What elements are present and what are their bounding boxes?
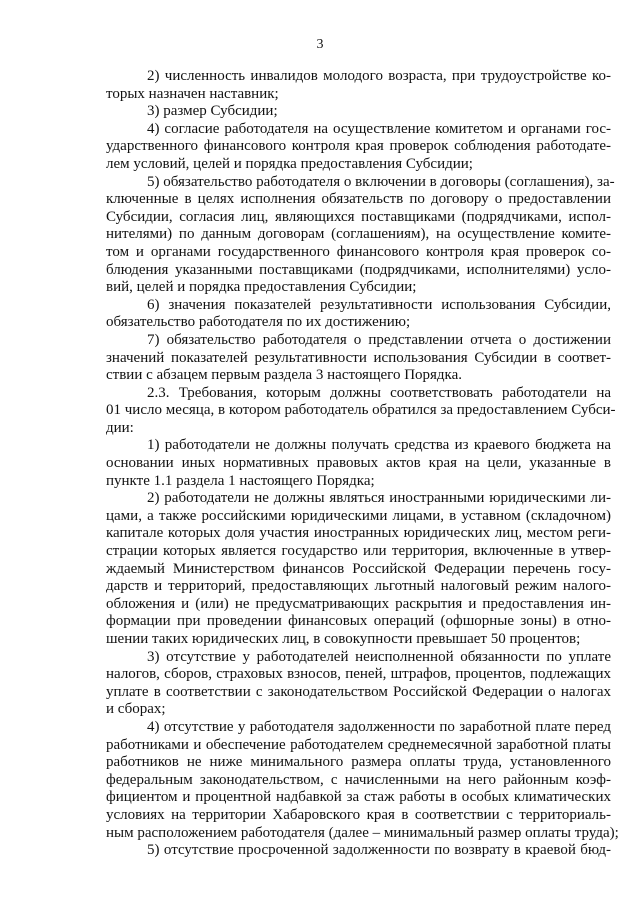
paragraph xyxy=(106,297,611,332)
paragraph-line: цами, а также российскими юридическими лицами, в уставном (складочном) xyxy=(106,507,611,524)
paragraph-line: шении таких юридических лиц, в совокупности превышает 50 процентов; xyxy=(106,631,581,647)
paragraph-line: 2) численность инвалидов молодого возраста, при трудоустройстве ко- xyxy=(147,68,611,84)
paragraph-line: уплате в соответствии с законодательством Российской Федерации о налогах xyxy=(106,683,611,700)
paragraph-line: 3) размер Субсидии; xyxy=(147,103,278,120)
paragraph xyxy=(106,384,616,438)
paragraph xyxy=(106,437,611,490)
paragraph-line: ударственного финансового контроля края проверок соблюдения работодате- xyxy=(106,138,611,155)
paragraph-line: налогов, сборов, страховых взносов, пеней, штрафов, процентов, подлежащих xyxy=(106,666,611,683)
paragraph xyxy=(106,490,611,648)
paragraph xyxy=(106,68,611,103)
paragraph-line: 7) обязательство работодателя о представлении отчета о достижении xyxy=(147,331,611,348)
paragraph xyxy=(106,649,611,719)
paragraph-line: формации при проведении финансовых операций (офшорные зоны) в отно- xyxy=(106,613,611,630)
paragraph-line: 01 число месяца, в котором работодатель обратился за предоставлением Субси- xyxy=(106,402,616,419)
paragraph-line: 5) отсутствие просроченной задолженности по возврату в краевой бюд- xyxy=(147,842,611,859)
paragraph-line: работниками и обеспечение работодателем среднемесячной заработной платы xyxy=(106,736,611,753)
paragraph-line: пункте 1.1 раздела 1 настоящего Порядка; xyxy=(106,472,375,489)
paragraph xyxy=(106,121,611,174)
paragraph-line: обложения и (или) не предусматривающих раскрытия и предоставления ин- xyxy=(106,595,611,612)
paragraph-line: фициентом и процентной надбавкой за стаж работы в особых климатических xyxy=(106,789,611,806)
paragraph-line: дии: xyxy=(106,419,134,436)
paragraph-line: нителями) по данным договорам (соглашениям), на осуществление комите- xyxy=(106,226,611,243)
paragraph-line: 3) отсутствие у работодателей неисполненной обязанности по уплате xyxy=(147,648,611,665)
paragraph-line: том и органами государственного финансового контроля края проверок со- xyxy=(106,243,611,260)
paragraph-line: дарств и территорий, предоставляющих льготный налоговый режим налого- xyxy=(106,578,611,595)
paragraph-line: значений показателей результативности использования Субсидии в соответ- xyxy=(106,349,611,366)
paragraph-line: обязательство работодателя по их достижению; xyxy=(106,314,411,331)
paragraph-line: условиях на территории Хабаровского края в соответствии с территориаль- xyxy=(106,806,611,823)
paragraph-line: основании иных нормативных правовых актов края на цели, указанные в xyxy=(106,455,611,472)
paragraph-line: и сборах; xyxy=(106,701,166,718)
paragraph-line: работников не ниже минимального размера оплаты труда, установленного xyxy=(106,754,611,771)
page-number: 3 xyxy=(316,37,324,52)
paragraph xyxy=(106,718,619,842)
paragraph xyxy=(106,842,611,860)
paragraph-line: торых назначен наставник; xyxy=(106,85,279,102)
paragraph-line: 5) обязательство работодателя о включении в договоры (соглашения), за- xyxy=(147,173,615,190)
paragraph-line: ключенные в целях исполнения обязательств по договору о предоставлении xyxy=(106,191,611,208)
paragraph-line: блюдения указанными поставщиками (подрядчиками, исполнителями) усло- xyxy=(106,261,611,278)
paragraph-line: Субсидии, согласия лиц, являющихся поставщиками (подрядчиками, испол- xyxy=(106,208,611,225)
paragraph xyxy=(106,173,615,297)
paragraph-line: страции которых является государство или территория, включенные в утвер- xyxy=(106,543,611,560)
paragraph-line: 4) согласие работодателя на осуществление комитетом и органами гос- xyxy=(147,120,611,137)
paragraph-line: ждаемый Министерством финансов Российской Федерации перечень госу- xyxy=(106,560,611,577)
document-body xyxy=(106,68,619,860)
paragraph xyxy=(106,332,611,385)
paragraph-line: 6) значения показателей результативности использования Субсидии, xyxy=(147,296,611,313)
paragraph xyxy=(106,103,611,121)
paragraph-line: лем условий, целей и порядка предоставления Субсидии; xyxy=(106,155,473,172)
paragraph-line: 2.3. Требования, которым должны соответствовать работодатели на xyxy=(147,384,611,401)
paragraph-line: вий, целей и порядка предоставления Субсидии; xyxy=(106,279,417,296)
paragraph-line: 1) работодатели не должны получать средства из краевого бюджета на xyxy=(147,437,611,454)
paragraph-line: капитале которых доля участия иностранных юридических лиц, местом реги- xyxy=(106,525,611,542)
paragraph-line: федеральным законодательством, с начисленными на него районным коэф- xyxy=(106,771,611,788)
paragraph-line: 2) работодатели не должны являться иностранными юридическими ли- xyxy=(147,490,611,507)
paragraph-line: ным расположением работодателя (далее – минимальный размер оплаты труда); xyxy=(106,824,619,841)
paragraph-line: 4) отсутствие у работодателя задолженности по заработной плате перед xyxy=(147,718,611,735)
paragraph-line: ствии с абзацем первым раздела 3 настоящего Порядка. xyxy=(106,367,463,384)
